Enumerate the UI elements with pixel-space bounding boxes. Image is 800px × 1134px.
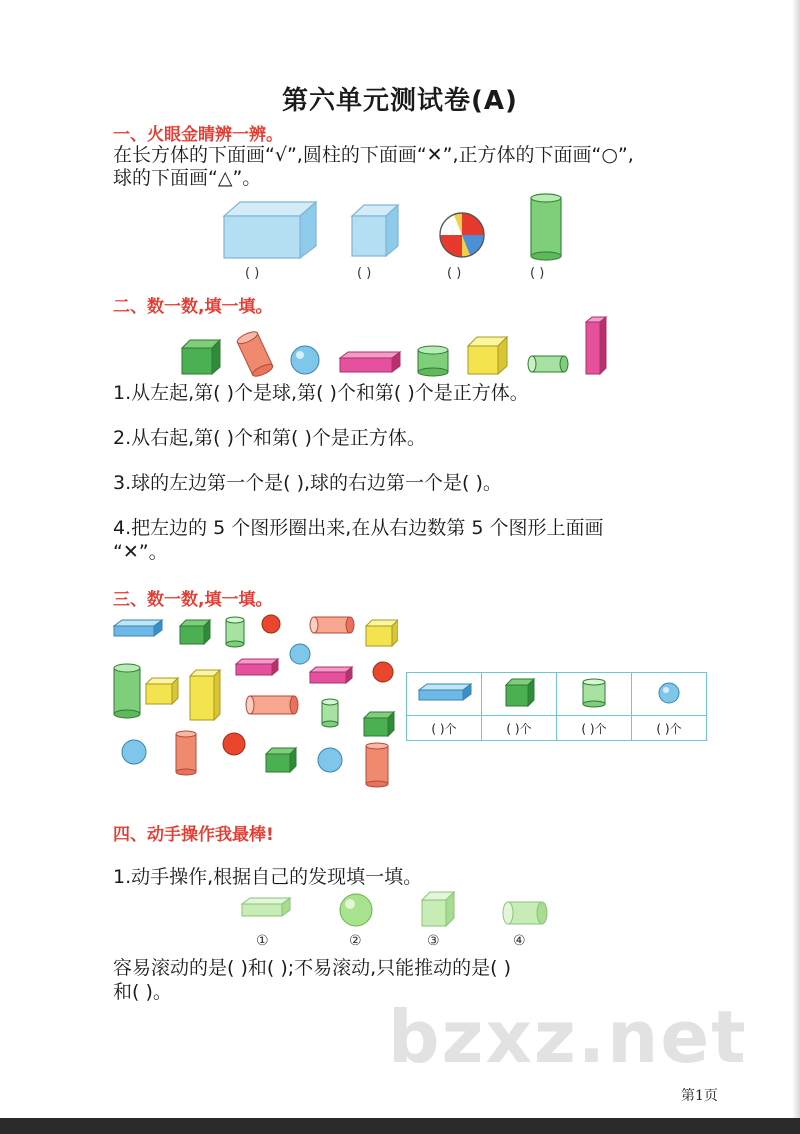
pile-cuboid-pink-1: [236, 659, 278, 675]
page-title: 第六单元测试卷(A): [282, 86, 518, 116]
shape-label-1: ①: [256, 933, 269, 949]
row-cylinder-horizontal: [528, 356, 568, 372]
cube-icon: [486, 676, 552, 708]
section-2-question-1: 1.从左起,第( )个是球,第( )个和第( )个是正方体。: [113, 382, 529, 404]
section-4-answer-line1: 容易滚动的是( )和( );不易滚动,只能推动的是( ): [113, 957, 512, 979]
count-blank-cube[interactable]: ( )个: [482, 716, 557, 741]
section-1-shapes: [200, 188, 600, 263]
count-table: [406, 672, 707, 741]
pile-cylinder-horizontal-red-1: [310, 617, 354, 633]
section-2-question-2: 2.从右起,第( )个和第( )个是正方体。: [113, 427, 426, 449]
pile-cuboid-blue: [114, 620, 162, 636]
section-2-shape-row: [170, 312, 620, 378]
count-table-sphere-cell: [632, 673, 707, 716]
cylinder-icon: [561, 676, 627, 708]
answer-blank-cuboid[interactable]: ( ): [245, 266, 260, 281]
section-4-shapes: [230, 888, 560, 934]
count-table-cylinder-cell: [557, 673, 632, 716]
pile-sphere-blue-2: [122, 740, 146, 764]
count-table-cuboid-cell: [407, 673, 482, 716]
row-prism-pink: [586, 317, 606, 374]
row-cube-yellow: [468, 337, 507, 374]
row-cuboid-pink: [340, 352, 400, 372]
section-2-question-3: 3.球的左边第一个是( ),球的右边第一个是( )。: [113, 472, 502, 494]
cube-shape: [352, 205, 398, 256]
cylinder-shape: [531, 194, 561, 260]
viewer-bottom-bar: [0, 1118, 800, 1134]
count-blank-sphere[interactable]: ( )个: [632, 716, 707, 741]
pile-cube-green: [180, 620, 210, 644]
count-blank-cylinder[interactable]: ( )个: [557, 716, 632, 741]
pile-prism-yellow: [190, 670, 220, 720]
pile-cylinder-green-small-2: [322, 699, 338, 727]
count-blank-cuboid[interactable]: ( )个: [407, 716, 482, 741]
pile-cylinder-green-large: [114, 664, 140, 718]
cuboid-shape: [224, 202, 316, 258]
pile-sphere-red-2: [373, 662, 393, 682]
answer-blank-cylinder[interactable]: ( ): [530, 266, 545, 281]
watermark: bzxz.net: [388, 995, 748, 1079]
section-1-instruction-line1: 在长方体的下面画“√”,圆柱的下面画“✕”,正方体的下面画“○”,: [113, 144, 634, 166]
row-sphere-blue: [291, 346, 319, 374]
row-cube-green-1: [182, 340, 220, 374]
answer-blank-cube[interactable]: ( ): [357, 266, 372, 281]
pile-sphere-blue-3: [318, 748, 342, 772]
section-4-answer-line2: 和( )。: [113, 981, 172, 1003]
answer-blank-ball[interactable]: ( ): [447, 266, 462, 281]
op-cylinder-shape: [503, 902, 547, 924]
pile-cube-yellow-2: [146, 678, 178, 704]
op-cube-shape: [422, 892, 454, 926]
cuboid-icon: [411, 676, 477, 708]
pile-cube-yellow-1: [366, 620, 398, 646]
pile-cube-green-3: [266, 748, 296, 772]
shape-label-4: ④: [513, 933, 526, 949]
pile-cylinder-horizontal-red-2: [246, 696, 298, 714]
section-3-heading: 三、数一数,填一填。: [113, 590, 273, 610]
op-cuboid-shape: [242, 898, 290, 916]
section-2-question-4-line2: “✕”。: [113, 541, 168, 563]
pile-sphere-blue-1: [290, 644, 310, 664]
shape-label-2: ②: [349, 933, 362, 949]
section-2-question-4-line1: 4.把左边的 5 个图形圈出来,在从右边数第 5 个图形上面画: [113, 517, 604, 539]
page-edge-shadow: [792, 0, 800, 1118]
pile-cylinder-green-small: [226, 617, 244, 647]
pile-cuboid-pink-2: [310, 667, 352, 683]
section-4-heading: 四、动手操作我最棒!: [113, 825, 274, 845]
row-cylinder-tilted: [236, 329, 275, 378]
page-number: 第1页: [681, 1088, 718, 1104]
row-cylinder-green: [418, 346, 448, 376]
section-3-shape-pile: [108, 608, 398, 788]
pile-sphere-red-1: [262, 615, 280, 633]
section-4-question-1: 1.动手操作,根据自己的发现填一填。: [113, 866, 423, 888]
pile-cylinder-red-tall-2: [366, 743, 388, 787]
shape-label-3: ③: [427, 933, 440, 949]
section-1-instruction-line2: 球的下面画“△”。: [113, 167, 262, 189]
sphere-icon: [636, 676, 702, 708]
pile-cube-green-2: [364, 712, 394, 736]
ball-shape: [440, 213, 484, 257]
section-2-heading: 二、数一数,填一填。: [113, 297, 273, 317]
pile-cylinder-red-tall: [176, 731, 196, 775]
pile-sphere-red-3: [223, 733, 245, 755]
count-table-cube-cell: [482, 673, 557, 716]
op-sphere-shape: [340, 894, 372, 926]
section-1-heading: 一、火眼金睛辨一辨。: [113, 125, 283, 145]
